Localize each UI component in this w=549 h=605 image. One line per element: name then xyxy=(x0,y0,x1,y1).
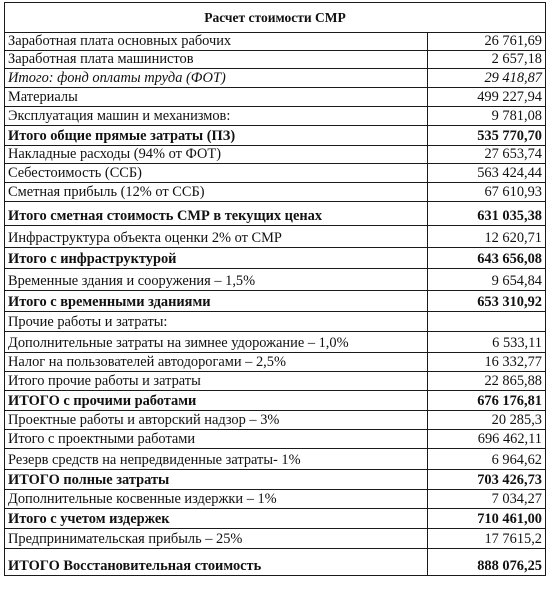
row-value: 9 781,08 xyxy=(428,107,546,126)
table-row xyxy=(5,449,546,470)
row-label: Эксплуатация машин и механизмов: xyxy=(5,107,428,126)
row-value: 563 424,44 xyxy=(428,164,546,183)
row-label: Проектные работы и авторский надзор – 3% xyxy=(5,411,428,430)
row-value: 710 461,00 xyxy=(428,509,546,529)
row-label: Заработная плата машинистов xyxy=(5,51,428,69)
row-value: 888 076,25 xyxy=(428,549,546,576)
row-label: ИТОГО Восстановительная стоимость xyxy=(5,549,428,576)
row-value: 696 462,11 xyxy=(428,430,546,449)
table-row xyxy=(5,411,546,430)
table-row xyxy=(5,33,546,51)
row-value: 676 176,81 xyxy=(428,391,546,411)
table-row xyxy=(5,88,546,107)
table-row xyxy=(5,430,546,449)
row-label: Дополнительные косвенные издержки – 1% xyxy=(5,490,428,509)
row-label: Прочие работы и затраты: xyxy=(5,312,428,332)
row-value: 67 610,93 xyxy=(428,183,546,202)
row-value: 2 657,18 xyxy=(428,51,546,69)
row-label: Предпринимательская прибыль – 25% xyxy=(5,529,428,549)
row-label: Заработная плата основных рабочих xyxy=(5,33,428,51)
row-value: 535 770,70 xyxy=(428,126,546,146)
row-value: 16 332,77 xyxy=(428,353,546,372)
table-row xyxy=(5,69,546,88)
table-row xyxy=(5,312,546,332)
table-row xyxy=(5,164,546,183)
table-row xyxy=(5,269,546,291)
row-label: Инфраструктура объекта оценки 2% от СМР xyxy=(5,226,428,248)
table-row xyxy=(5,372,546,391)
table-row xyxy=(5,470,546,490)
row-value: 26 761,69 xyxy=(428,33,546,51)
table-row xyxy=(5,183,546,202)
table-row xyxy=(5,202,546,226)
row-value: 631 035,38 xyxy=(428,202,546,226)
row-label: Итого с инфраструктурой xyxy=(5,248,428,269)
table-row xyxy=(5,51,546,69)
cost-table xyxy=(4,2,546,576)
row-label: Накладные расходы (94% от ФОТ) xyxy=(5,146,428,164)
row-value: 499 227,94 xyxy=(428,88,546,107)
table-row xyxy=(5,146,546,164)
row-value: 653 310,92 xyxy=(428,291,546,312)
table-title: Расчет стоимости СМР xyxy=(5,3,546,33)
table-title-row xyxy=(5,3,546,33)
row-value xyxy=(428,312,546,332)
row-label: Итого с временными зданиями xyxy=(5,291,428,312)
row-label: Итого прочие работы и затраты xyxy=(5,372,428,391)
row-value: 6 533,11 xyxy=(428,332,546,353)
table-row xyxy=(5,490,546,509)
row-value: 12 620,71 xyxy=(428,226,546,248)
row-label: Дополнительные затраты на зимнее удорожание – 1,0% xyxy=(5,332,428,353)
table-row xyxy=(5,226,546,248)
row-value: 703 426,73 xyxy=(428,470,546,490)
row-label: Временные здания и сооружения – 1,5% xyxy=(5,269,428,291)
table-row xyxy=(5,248,546,269)
row-label: Итого с проектными работами xyxy=(5,430,428,449)
row-label: Резерв средств на непредвиденные затраты- 1% xyxy=(5,449,428,470)
row-value: 29 418,87 xyxy=(428,69,546,88)
row-value: 20 285,3 xyxy=(428,411,546,430)
row-label: Итого сметная стоимость СМР в текущих ценах xyxy=(5,202,428,226)
table-row xyxy=(5,107,546,126)
table-row xyxy=(5,391,546,411)
table-row xyxy=(5,332,546,353)
row-value: 22 865,88 xyxy=(428,372,546,391)
row-label: ИТОГО с прочими работами xyxy=(5,391,428,411)
table-row xyxy=(5,126,546,146)
row-label: Итого общие прямые затраты (ПЗ) xyxy=(5,126,428,146)
row-value: 17 7615,2 xyxy=(428,529,546,549)
row-label: Себестоимость (ССБ) xyxy=(5,164,428,183)
row-value: 7 034,27 xyxy=(428,490,546,509)
table-row xyxy=(5,353,546,372)
table-row xyxy=(5,509,546,529)
row-value: 9 654,84 xyxy=(428,269,546,291)
table-row xyxy=(5,291,546,312)
table-row xyxy=(5,529,546,549)
table-row xyxy=(5,549,546,576)
row-label: Итого с учетом издержек xyxy=(5,509,428,529)
cost-table-sheet xyxy=(4,2,545,601)
row-value: 27 653,74 xyxy=(428,146,546,164)
cost-table-body xyxy=(5,3,546,576)
row-label: Итого: фонд оплаты труда (ФОТ) xyxy=(5,69,428,88)
row-value: 643 656,08 xyxy=(428,248,546,269)
row-label: Сметная прибыль (12% от ССБ) xyxy=(5,183,428,202)
row-label: Налог на пользователей автодорогами – 2,5% xyxy=(5,353,428,372)
row-label: Материалы xyxy=(5,88,428,107)
row-value: 6 964,62 xyxy=(428,449,546,470)
row-label: ИТОГО полные затраты xyxy=(5,470,428,490)
